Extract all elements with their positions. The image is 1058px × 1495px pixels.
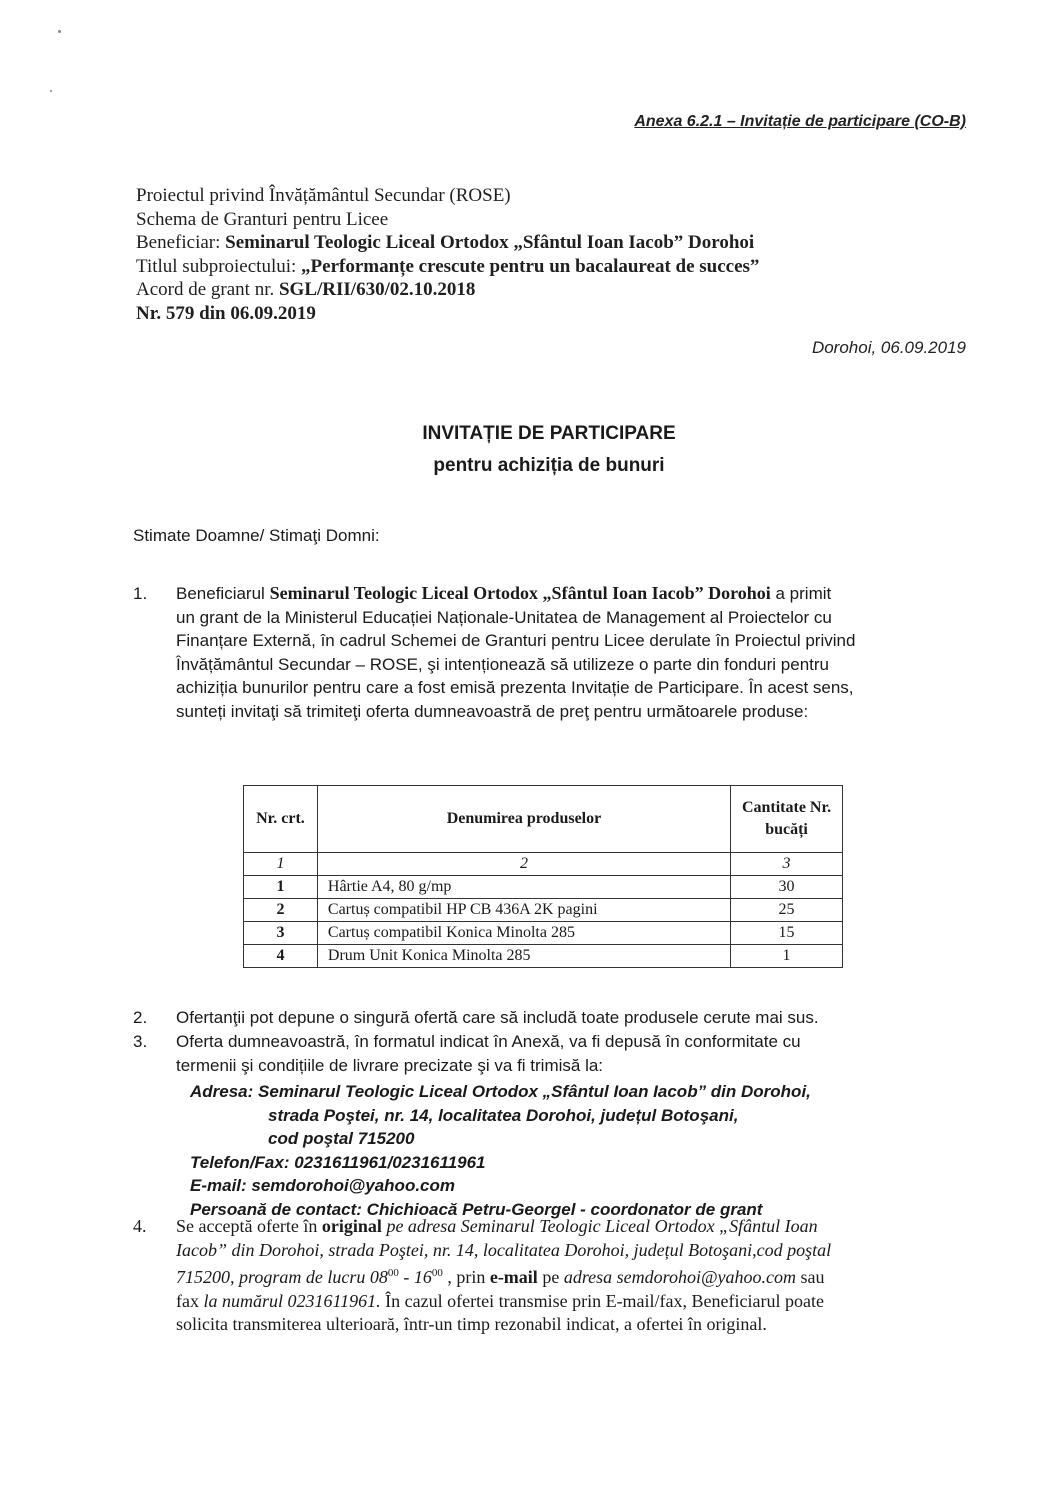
subproject-title: „Performanțe crescute pentru un bacalaureat de succes” [301, 255, 760, 277]
header-nr-crt: Nr. crt. [244, 786, 318, 853]
contact-person: Persoană de contact: Chichioacă Petru-Georgel - coordonator de grant [190, 1199, 763, 1219]
title-sub: pentru achiziția de bunuri [433, 455, 665, 476]
grant-agreement-line: Acord de grant nr. SGL/RII/630/02.10.2018 [136, 279, 476, 300]
header-product-name: Denumirea produselor [317, 786, 730, 853]
grant-scheme: Schema de Granturi pentru Licee [136, 208, 389, 230]
delivery-address [190, 1080, 811, 1221]
table-row: 4 Drum Unit Konica Minolta 285 1 [244, 945, 843, 968]
table-header-row [244, 786, 843, 853]
table-row: 3 Cartuș compatibil Konica Minolta 285 15 [244, 922, 843, 945]
table-row: 1 Hârtie A4, 80 g/mp 30 [244, 876, 843, 899]
title-main: INVITAȚIE DE PARTICIPARE [422, 423, 676, 444]
paragraph-4: 4. Se acceptă oferte în original pe adresa Seminarul Teologic Liceal Ortodox „Sfântul Ioan Iacob” din Dorohoi, strada Poştei, nr. 14, localitatea Dorohoi, județul Botoşani,cod poştal 715200, program de lucru $08^{00} - 16^{00}$ , prin e-mail pe adresa semdorohoi@yahoo.com sau fax la numărul 0231611961. În cazul ofertei transmise prin E-mail/fax, Beneficiarul poate solicita transmiterea ulterioară, într-un timp rezonabil indicat, a ofertei în original. [133, 1216, 832, 1334]
paragraph-1: 1. Beneficiarul Seminarul Teologic Liceal Ortodox „Sfântul Ioan Iacob” Dorohoi a primit un grant de la Ministerul Educației Naționale-Unitatea de Management al Proiectelor cu Finanțare Externă, în cadrul Schemei de Granturi pentru Licee derulate în Proiectul privind Învățământul Secundar – ROSE, şi intenționează să utilizeze o parte din fonduri pentru achiziția bunurilor pentru care a fost emisă prezenta Invitație de Participare. În acest sens, sunteți invitaţi să trimiteţi oferta dumneavoastră de preţ pentru următoarele produse: [133, 583, 856, 721]
address-line-2: strada Poştei, nr. 14, localitatea Dorohoi, județul Botoşani, [268, 1105, 739, 1125]
subproject-line: Titlul subproiectului: „Performanțe crescute pentru un bacalaureat de succes” [136, 255, 760, 277]
date-line: Dorohoi, 06.09.2019 [811, 338, 966, 357]
project-name: Proiectul privind Învățământul Secundar (ROSE) [136, 185, 511, 206]
header-quantity: Cantitate Nr. bucăți [731, 786, 843, 853]
paragraph-3: 3. Oferta dumneavoastră, în formatul indicat în Anexă, va fi depusă în conformitate cu termenii şi condițiile de livrare precizate şi va fi trimisă la: [133, 1032, 801, 1075]
scan-speck [58, 30, 61, 33]
document-title [0, 418, 1058, 482]
salutation: Stimate Doamne/ Stimaţi Domni: [133, 526, 380, 545]
table-row: 2 Cartuș compatibil HP CB 436A 2K pagini 25 [244, 899, 843, 922]
table-index-row: 1 2 3 [244, 853, 843, 876]
address-postal-code: cod poştal 715200 [268, 1129, 415, 1148]
paragraph-2: 2. Ofertanţii pot depune o singură ofertă care să includă toate produsele cerute mai sus. [133, 1008, 819, 1027]
registration-number: Nr. 579 din 06.09.2019 [136, 302, 316, 324]
grant-number: SGL/RII/630/02.10.2018 [278, 279, 476, 300]
scan-speck [50, 90, 52, 92]
products-table [243, 785, 843, 968]
phone-fax: Telefon/Fax: 0231611961/0231611961 [190, 1152, 486, 1172]
beneficiary-name: Seminarul Teologic Liceal Ortodox „Sfântul Ioan Iacob” Dorohoi [225, 232, 755, 253]
address-line-1: Adresa: Seminarul Teologic Liceal Ortodox „Sfântul Ioan Iacob” din Dorohoi, [190, 1082, 811, 1101]
project-header [136, 184, 759, 325]
annex-reference: Anexa 6.2.1 – Invitație de participare (CO-B) [634, 113, 966, 130]
beneficiary-line: Beneficiar: Seminarul Teologic Liceal Ortodox „Sfântul Ioan Iacob” Dorohoi [136, 232, 755, 253]
beneficiary-name-inline: Seminarul Teologic Liceal Ortodox „Sfântul Ioan Iacob” Dorohoi [269, 583, 771, 603]
email-link: adresa semdorohoi@yahoo.com [563, 1267, 797, 1287]
email-address: E-mail: semdorohoi@yahoo.com [190, 1176, 456, 1195]
